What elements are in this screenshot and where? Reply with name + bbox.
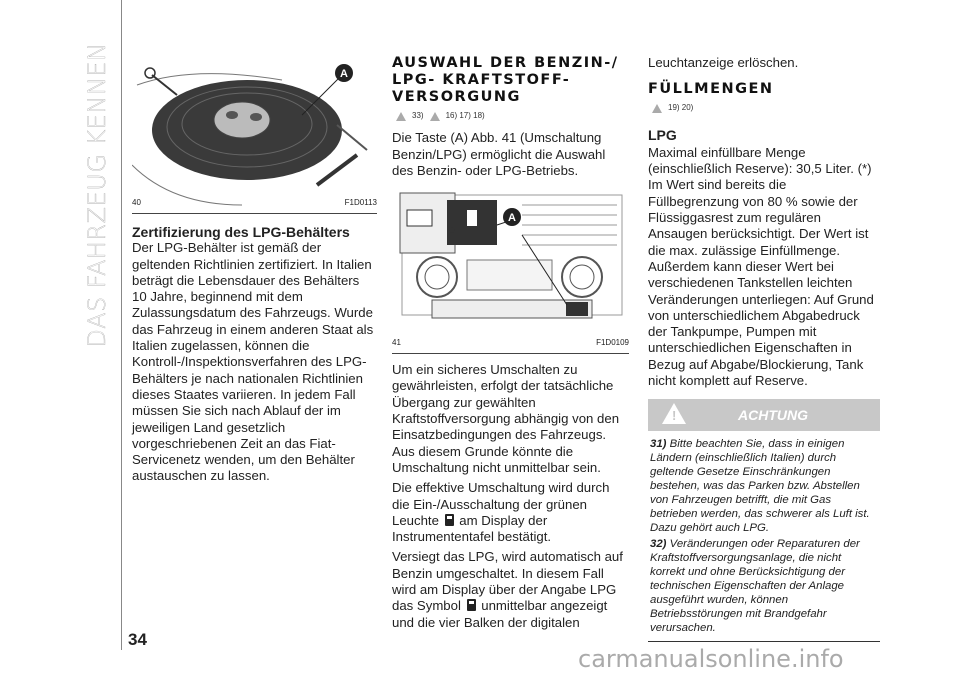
heading-capacities: FÜLLMENGEN <box>648 81 774 98</box>
figure-40-marker: A <box>340 68 348 80</box>
figure-41-marker: A <box>508 212 516 225</box>
figure-40-caption <box>132 193 377 213</box>
note-32-text: Veränderungen oder Reparaturen der Kraftstoffversorgungsanlage, die nicht korrekt und ohne Berücksichtigung der technischen Eigenschaften der Anlage ausgeführt wurden, können Betriebsstörungen mit Brandgefahr verursachen. <box>650 538 860 635</box>
paragraph-continuation: Leuchtanzeige erlöschen. <box>648 55 799 70</box>
references-fuel-selection <box>396 108 629 124</box>
figure-40-number: 40 <box>132 197 141 207</box>
references-capacities <box>652 100 880 116</box>
section-title-text: DAS FAHRZEUG KENNEN <box>83 42 111 348</box>
paragraph-safe-switching: Um ein sicheres Umschalten zu gewährleisten, erfolgt der tatsächliche Übergang zur gewählten Kraftstoffversorgung abhängig von den Einsatzbedingungen des Fahrzeugs. Aus diesem Grunde könnte die Umschaltung nicht unmittelbar sein. <box>392 362 620 475</box>
lpg-tank-illustration <box>132 55 377 213</box>
warning-triangle-icon <box>652 104 662 113</box>
heading-fuel-selection: AUSWAHL DER BENZIN-/ LPG- KRAFTSTOFF-VERSORGUNG <box>392 55 619 105</box>
warning-notes <box>648 431 880 642</box>
figure-40-code: F1D0113 <box>344 197 377 207</box>
paragraph-green-light <box>392 480 629 545</box>
text-part: am Display der Instrumententafel bestätigt. <box>392 512 552 545</box>
note-31 <box>650 437 876 535</box>
warning-triangle-icon <box>662 403 686 424</box>
paragraph-lpg-empty <box>392 549 629 630</box>
paragraph-button-a: Die Taste (A) Abb. 41 (Umschaltung Benzin/LPG) ermöglicht die Auswahl des Benzin- oder LPG-Betriebs. <box>392 130 606 178</box>
paragraph-lpg-capacity: Maximal einfüllbare Menge (einschließlich Reserve): 30,5 Liter. (*) Im Wert sind bereits die Füllbegrenzung von 80 % sowie der Flüssiggasrest zum regulären Ansaugen berücksichtigt. Der Wert ist die max. zulässige Einfüllmenge. Außerdem kann dieser Wert bei verschiedenen Tankstellen leichten Veränderungen unterliegen: Auf Grund von unterschiedlichem Abgabedruck der Tankpumpe, Pumpen mit unterschiedlichen Eigenschaften in Bezug auf Abgabe/Blockierung, Tank nicht komplett auf Reserve. <box>648 144 874 389</box>
ref-note: 33) <box>412 111 424 120</box>
dashboard-switch-illustration <box>392 185 629 353</box>
note-31-number: 31) <box>650 438 667 451</box>
warning-header <box>648 399 880 431</box>
figure-41-number: 41 <box>392 337 401 347</box>
section-title-vertical <box>80 42 114 348</box>
figure-41-code: F1D0109 <box>596 337 629 347</box>
ref-notes: 16) 17) 18) <box>445 111 485 120</box>
fuel-pump-icon <box>467 599 476 611</box>
watermark: carmanualsonline.info <box>578 645 844 673</box>
text-part: Die effektive Umschaltung wird durch die Ein-/Ausschaltung der grünen Leuchte <box>392 480 610 528</box>
warning-triangle-icon <box>396 112 406 121</box>
heading-certification: Zertifizierung des LPG-Behälters <box>132 224 350 240</box>
figure-41-caption <box>392 333 629 353</box>
text-part: unmittelbar angezeigt und die vier Balken der digitalen <box>392 598 608 630</box>
warning-label: ACHTUNG <box>738 407 808 424</box>
fuel-pump-icon <box>445 514 454 526</box>
ref-notes: 19) 20) <box>668 103 694 113</box>
note-31-text: Bitte beachten Sie, dass in einigen Ländern (einschließlich Italien) durch geltende Gesetze Einschränkungen bestehen, was das Parken bzw. Abstellen von Fahrzeugen betrifft, die mit Gas betrieben werden, das schwerer als Luft ist. Dazu gehört auch LPG. <box>650 438 870 535</box>
column-3 <box>648 55 880 642</box>
column-1 <box>132 55 377 489</box>
column-2 <box>392 55 629 635</box>
figure-41 <box>392 185 629 354</box>
text-part: Versiegt das LPG, wird automatisch auf Benzin umgeschaltet. In diesem Fall wird am Display über der Angabe LPG das Symbol <box>392 549 623 614</box>
figure-40 <box>132 55 377 214</box>
note-32 <box>650 537 876 635</box>
page-number: 34 <box>128 630 147 649</box>
margin-rule <box>121 0 122 650</box>
note-32-number: 32) <box>650 538 667 551</box>
heading-lpg: LPG <box>648 126 677 143</box>
warning-triangle-icon <box>430 112 440 121</box>
paragraph-certification: Der LPG-Behälter ist gemäß der geltenden Richtlinien zertifiziert. In Italien beträgt die Lebensdauer des Behälters 10 Jahre, beginnend mit dem Zulassungsdatum des Fahrzeugs. Wurde das Fahrzeug in einem anderen Staat als Italien zugelassen, können die Kontroll-/Inspektionsverfahren des LPG-Behälters je nach nationalen Richtlinien dieses Staates variieren. In jedem Fall müssen Sie sich nach Ablauf der im jeweiligen Land gesetzlich vorgeschriebenen Zeit an das Fiat-Servicenetz wenden, um den Behälter austauschen zu lassen. <box>132 240 374 484</box>
